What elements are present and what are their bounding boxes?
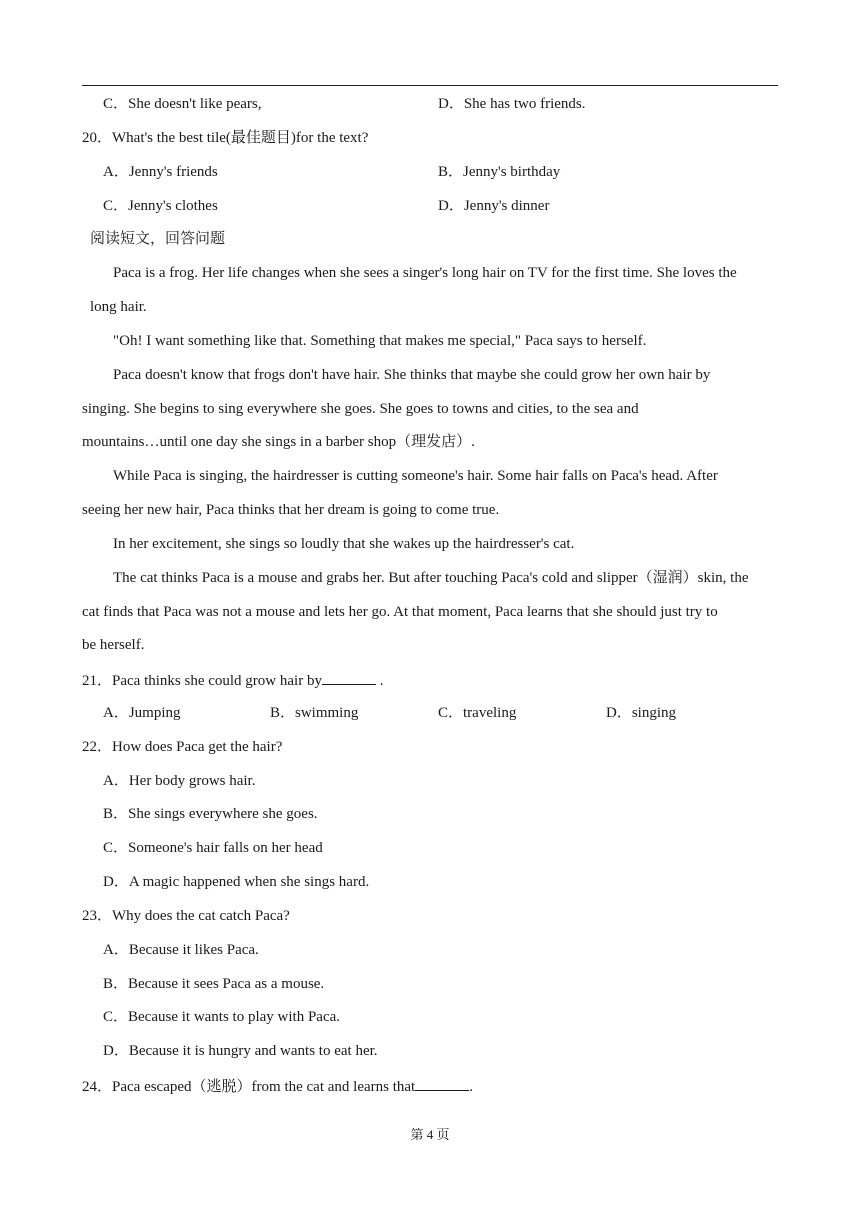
q23-option-d: D．Because it is hungry and wants to eat her. [103, 1043, 378, 1059]
q23-stem: 23．Why does the cat catch Paca? [82, 908, 290, 924]
q20-stem: 20．What's the best tile(最佳题目)for the text? [82, 130, 369, 146]
q22-option-d: D．A magic happened when she sings hard. [103, 874, 370, 890]
q23-option-a: A．Because it likes Paca. [103, 942, 259, 958]
passage-line: The cat thinks Paca is a mouse and grabs her. But after touching Paca's cold and slipper（湿润）skin, the [113, 570, 749, 586]
answer-blank [322, 670, 376, 685]
passage-line: long hair. [90, 299, 147, 315]
q21-option-d: D．singing [606, 705, 677, 721]
q20-option-b: B．Jenny's birthday [438, 164, 561, 180]
q19-option-c: C．She doesn't like pears, [103, 96, 262, 112]
section-heading: 阅读短文，回答问题 [90, 231, 226, 247]
q23-option-c: C．Because it wants to play with Paca. [103, 1009, 341, 1025]
page-number: 第 4 页 [410, 1127, 450, 1142]
passage-line: mountains…until one day she sings in a barber shop（理发店）. [82, 434, 475, 450]
q21-option-b: B．swimming [270, 705, 359, 721]
passage-line: Paca doesn't know that frogs don't have hair. She thinks that maybe she could grow her own hair by [113, 367, 711, 383]
q21-option-c: C．traveling [438, 705, 517, 721]
q22-stem: 22．How does Paca get the hair? [82, 739, 283, 755]
q19-option-d: D．She has two friends. [438, 96, 586, 112]
answer-blank [415, 1076, 469, 1091]
passage-line: singing. She begins to sing everywhere she goes. She goes to towns and cities, to the sea and [82, 401, 639, 417]
q22-option-b: B．She sings everywhere she goes. [103, 806, 318, 822]
q21-stem-end: . [375, 673, 384, 689]
q24-stem-text: 24．Paca escaped（逃脱）from the cat and learns that [82, 1079, 416, 1095]
passage-line: be herself. [82, 637, 145, 653]
q20-option-c: C．Jenny's clothes [103, 198, 218, 214]
q22-option-a: A．Her body grows hair. [103, 773, 256, 789]
header-rule [82, 85, 778, 86]
passage-line: cat finds that Paca was not a mouse and lets her go. At that moment, Paca learns that she should just try to [82, 604, 718, 620]
passage-line: seeing her new hair, Paca thinks that her dream is going to come true. [82, 502, 500, 518]
passage-line: In her excitement, she sings so loudly that she wakes up the hairdresser's cat. [113, 536, 575, 552]
passage-line: While Paca is singing, the hairdresser is cutting someone's hair. Some hair falls on Paca's head. After [113, 468, 718, 484]
q20-option-a: A．Jenny's friends [103, 164, 218, 180]
q21-stem [82, 670, 383, 690]
q24-stem [82, 1076, 473, 1096]
q21-option-a: A．Jumping [103, 705, 181, 721]
q21-stem-text: 21．Paca thinks she could grow hair by [82, 673, 322, 689]
q24-stem-end: . [469, 1079, 473, 1095]
q22-option-c: C．Someone's hair falls on her head [103, 840, 323, 856]
q20-option-d: D．Jenny's dinner [438, 198, 550, 214]
passage-line: "Oh! I want something like that. Something that makes me special," Paca says to herself. [113, 333, 647, 349]
passage-line: Paca is a frog. Her life changes when she sees a singer's long hair on TV for the first time. She loves the [113, 265, 737, 281]
q23-option-b: B．Because it sees Paca as a mouse. [103, 976, 325, 992]
